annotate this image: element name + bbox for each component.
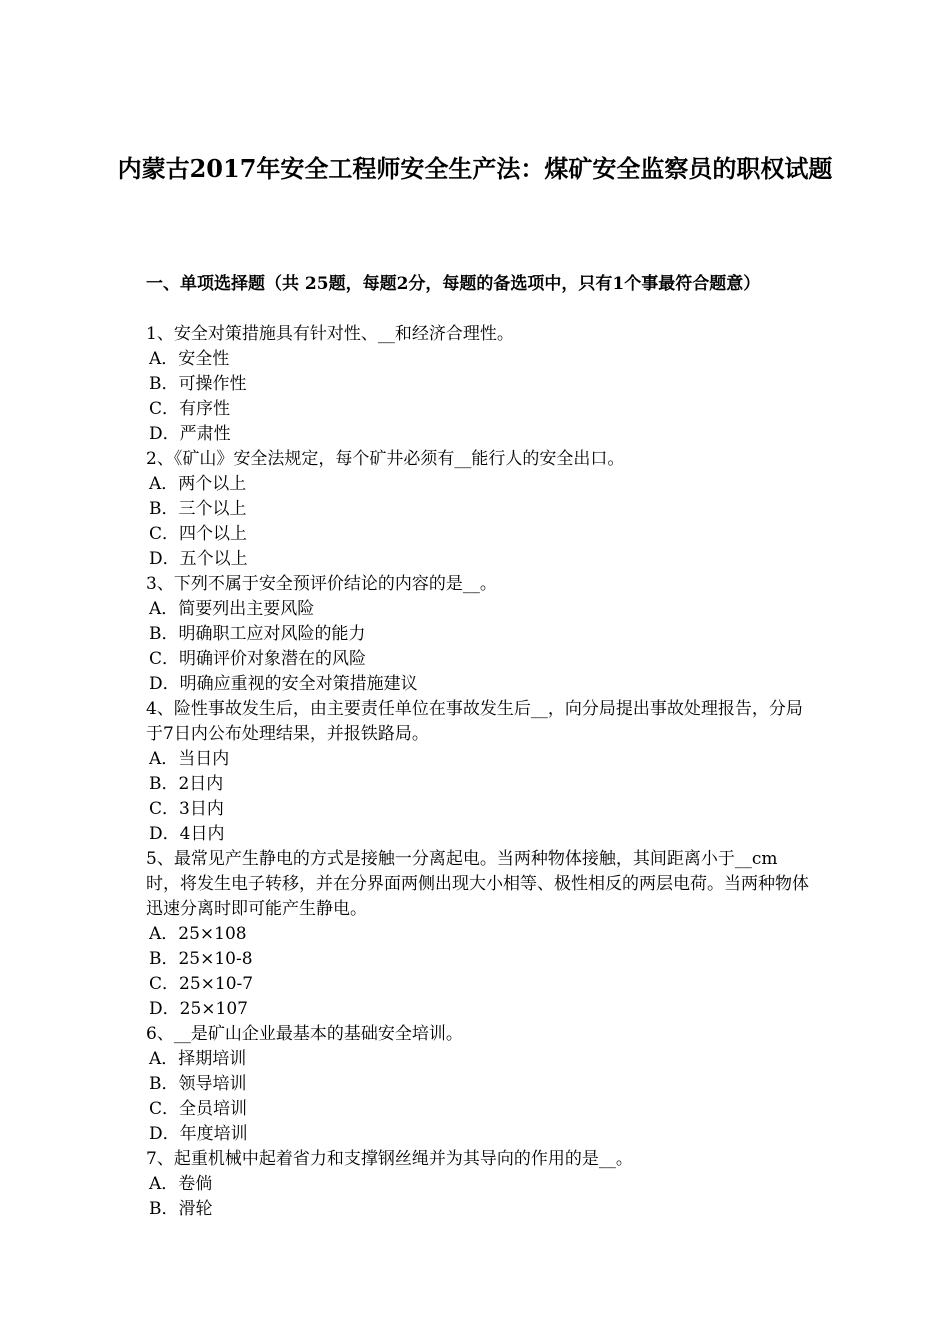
answer-option: D．明确应重视的安全对策措施建议	[149, 674, 418, 694]
answer-option: A．择期培训	[149, 1049, 247, 1069]
question-stem: 7、起重机械中起着省力和支撑钢丝绳并为其导向的作用的是__。	[146, 1149, 633, 1169]
answer-option: C．明确评价对象潜在的风险	[149, 649, 367, 669]
answer-option: D．25×107	[149, 999, 248, 1019]
question-item	[146, 1147, 810, 1222]
question-stem: 6、__是矿山企业最基本的基础安全培训。	[146, 1024, 463, 1044]
answer-option: C．四个以上	[149, 524, 248, 544]
answer-option: C．有序性	[149, 399, 231, 419]
question-stem: 3、下列不属于安全预评价结论的内容的是__。	[146, 574, 497, 594]
answer-option: D．严肃性	[149, 424, 231, 444]
question-item	[146, 572, 810, 697]
answer-option: D．4日内	[149, 824, 225, 844]
answer-option: A．25×108	[149, 924, 247, 944]
answer-option: A．安全性	[149, 349, 230, 369]
answer-option: A．当日内	[149, 749, 230, 769]
answer-option: A．两个以上	[149, 474, 247, 494]
answer-option: B．滑轮	[149, 1199, 213, 1219]
question-stem: 2、《矿山》安全法规定，每个矿井必须有__能行人的安全出口。	[146, 449, 625, 469]
question-stem: 1、安全对策措施具有针对性、__和经济合理性。	[146, 324, 514, 344]
answer-option: A．卷倘	[149, 1174, 213, 1194]
answer-option: C．25×10-7	[149, 974, 254, 994]
question-stem: 4、险性事故发生后，由主要责任单位在事故发生后__，向分局提出事故处理报告，分局于7日内公布处理结果，并报铁路局。	[146, 699, 803, 744]
answer-option: B．领导培训	[149, 1074, 247, 1094]
answer-option: B．25×10-8	[149, 949, 253, 969]
answer-option: B．明确职工应对风险的能力	[149, 624, 366, 644]
question-item	[146, 322, 810, 447]
section-heading: 一、单项选择题（共 25题，每题2分，每题的备选项中，只有1个事最符合题意）	[146, 274, 761, 294]
question-list	[146, 322, 810, 1222]
question-item	[146, 1022, 810, 1147]
answer-option: C．3日内	[149, 799, 224, 819]
question-item	[146, 697, 810, 847]
question-item	[146, 847, 810, 1022]
answer-option: C．全员培训	[149, 1099, 248, 1119]
answer-option: B．三个以上	[149, 499, 247, 519]
answer-option: D．年度培训	[149, 1124, 248, 1144]
question-stem: 5、最常见产生静电的方式是接触一分离起电。当两种物体接触，其间距离小于__cm时，将发生电子转移，并在分界面两侧出现大小相等、极性相反的两层电荷。当两种物体迅速分离时即可能产生静电。	[146, 849, 809, 919]
question-item	[146, 447, 810, 572]
document-title: 内蒙古2017年安全工程师安全生产法：煤矿安全监察员的职权试题	[117, 154, 833, 183]
answer-option: B．可操作性	[149, 374, 247, 394]
answer-option: B．2日内	[149, 774, 224, 794]
answer-option: A．简要列出主要风险	[149, 599, 315, 619]
answer-option: D．五个以上	[149, 549, 248, 569]
